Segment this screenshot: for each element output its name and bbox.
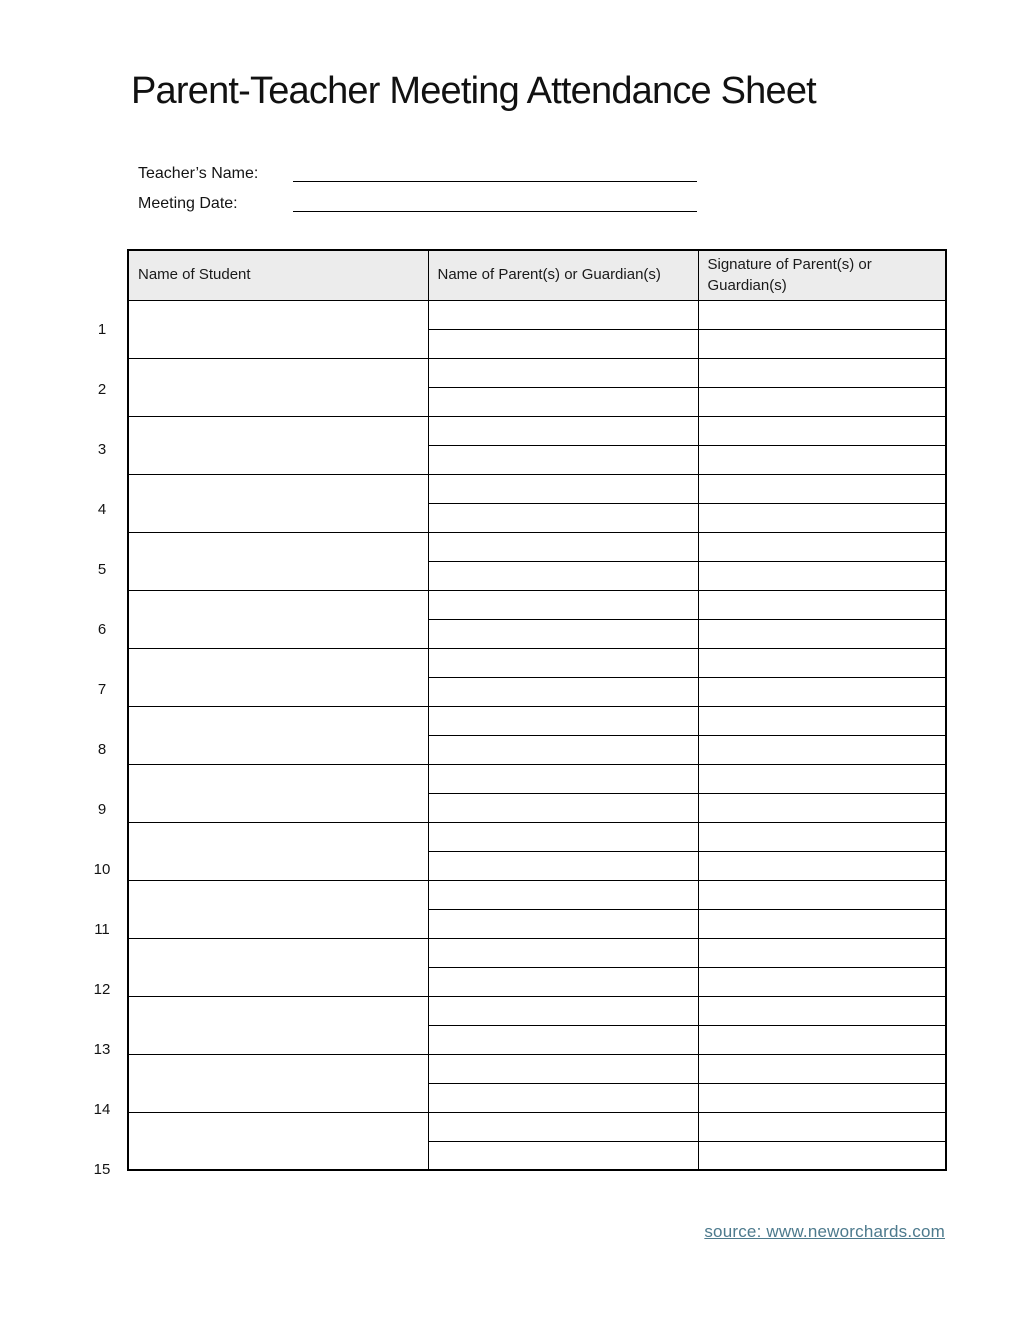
- signature-cell: [698, 851, 946, 880]
- meeting-date-label: Meeting Date:: [138, 195, 238, 212]
- table-row: [128, 1112, 946, 1141]
- student-name-cell: [128, 300, 428, 358]
- parent-name-cell: [428, 996, 698, 1025]
- row-number: 3: [97, 440, 107, 458]
- row-number: 13: [93, 1040, 111, 1058]
- signature-cell: [698, 561, 946, 590]
- row-number: 8: [97, 740, 107, 758]
- table-row: [128, 474, 946, 503]
- table-row: [128, 706, 946, 735]
- parent-name-cell: [428, 329, 698, 358]
- table-row: [128, 358, 946, 387]
- row-number: 10: [93, 860, 111, 878]
- parent-name-cell: [428, 706, 698, 735]
- parent-name-cell: [428, 445, 698, 474]
- signature-cell: [698, 590, 946, 619]
- row-number-rail: [84, 299, 120, 1199]
- parent-name-cell: [428, 1141, 698, 1170]
- col-header-parent-signature: Signature of Parent(s) or Guardian(s): [698, 250, 946, 300]
- signature-cell: [698, 1054, 946, 1083]
- student-name-cell: [128, 1112, 428, 1170]
- signature-cell: [698, 880, 946, 909]
- signature-cell: [698, 822, 946, 851]
- table-row: [128, 996, 946, 1025]
- parent-name-cell: [428, 793, 698, 822]
- signature-cell: [698, 1112, 946, 1141]
- student-name-cell: [128, 532, 428, 590]
- student-name-cell: [128, 358, 428, 416]
- attendance-table: [127, 249, 947, 1171]
- row-number: 6: [97, 620, 107, 638]
- signature-cell: [698, 648, 946, 677]
- signature-cell: [698, 1083, 946, 1112]
- row-number: 14: [93, 1100, 111, 1118]
- table-row: [128, 764, 946, 793]
- teacher-name-label: Teacher’s Name:: [138, 165, 259, 182]
- row-number: 5: [97, 560, 107, 578]
- signature-cell: [698, 1141, 946, 1170]
- parent-name-cell: [428, 503, 698, 532]
- table-row: [128, 880, 946, 909]
- table-row: [128, 416, 946, 445]
- signature-cell: [698, 706, 946, 735]
- source-link[interactable]: source: www.neworchards.com: [704, 1222, 945, 1241]
- table-row: [128, 300, 946, 329]
- signature-cell: [698, 967, 946, 996]
- student-name-cell: [128, 416, 428, 474]
- student-name-cell: [128, 1054, 428, 1112]
- meeting-date-row: [138, 189, 697, 219]
- signature-cell: [698, 358, 946, 387]
- parent-name-cell: [428, 677, 698, 706]
- parent-name-cell: [428, 909, 698, 938]
- row-number: 7: [97, 680, 107, 698]
- signature-cell: [698, 793, 946, 822]
- student-name-cell: [128, 590, 428, 648]
- form-fields: [138, 159, 697, 219]
- page-title: Parent-Teacher Meeting Attendance Sheet: [131, 70, 816, 112]
- parent-name-cell: [428, 358, 698, 387]
- signature-cell: [698, 503, 946, 532]
- parent-name-cell: [428, 735, 698, 764]
- parent-name-cell: [428, 1054, 698, 1083]
- signature-cell: [698, 996, 946, 1025]
- parent-name-cell: [428, 619, 698, 648]
- parent-name-cell: [428, 416, 698, 445]
- signature-cell: [698, 677, 946, 706]
- signature-cell: [698, 735, 946, 764]
- table-row: [128, 532, 946, 561]
- parent-name-cell: [428, 822, 698, 851]
- parent-name-cell: [428, 967, 698, 996]
- parent-name-cell: [428, 880, 698, 909]
- parent-name-cell: [428, 532, 698, 561]
- signature-cell: [698, 445, 946, 474]
- student-name-cell: [128, 474, 428, 532]
- student-name-cell: [128, 880, 428, 938]
- signature-cell: [698, 329, 946, 358]
- teacher-name-field: [293, 158, 697, 182]
- row-number: 11: [94, 920, 110, 938]
- row-number: 1: [97, 320, 107, 338]
- signature-cell: [698, 416, 946, 445]
- student-name-cell: [128, 822, 428, 880]
- signature-cell: [698, 938, 946, 967]
- table-header-row: [128, 250, 946, 300]
- row-number: 2: [97, 380, 107, 398]
- signature-cell: [698, 619, 946, 648]
- parent-name-cell: [428, 648, 698, 677]
- parent-name-cell: [428, 474, 698, 503]
- table-row: [128, 1054, 946, 1083]
- parent-name-cell: [428, 387, 698, 416]
- row-number: 12: [93, 980, 111, 998]
- table-row: [128, 938, 946, 967]
- parent-name-cell: [428, 300, 698, 329]
- table-row: [128, 648, 946, 677]
- meeting-date-field: [293, 188, 697, 212]
- parent-name-cell: [428, 764, 698, 793]
- student-name-cell: [128, 996, 428, 1054]
- parent-name-cell: [428, 1025, 698, 1054]
- parent-name-cell: [428, 561, 698, 590]
- student-name-cell: [128, 648, 428, 706]
- parent-name-cell: [428, 1083, 698, 1112]
- parent-name-cell: [428, 851, 698, 880]
- row-number: 9: [97, 800, 107, 818]
- signature-cell: [698, 474, 946, 503]
- signature-cell: [698, 909, 946, 938]
- student-name-cell: [128, 938, 428, 996]
- signature-cell: [698, 764, 946, 793]
- table-row: [128, 822, 946, 851]
- parent-name-cell: [428, 938, 698, 967]
- student-name-cell: [128, 764, 428, 822]
- signature-cell: [698, 1025, 946, 1054]
- parent-name-cell: [428, 1112, 698, 1141]
- signature-cell: [698, 532, 946, 561]
- row-number: 4: [97, 500, 107, 518]
- table-row: [128, 590, 946, 619]
- signature-cell: [698, 387, 946, 416]
- col-header-parent-name: Name of Parent(s) or Guardian(s): [428, 250, 698, 300]
- teacher-name-row: [138, 159, 697, 189]
- col-header-student-name: Name of Student: [128, 250, 428, 300]
- signature-cell: [698, 300, 946, 329]
- parent-name-cell: [428, 590, 698, 619]
- student-name-cell: [128, 706, 428, 764]
- row-number: 15: [93, 1160, 111, 1178]
